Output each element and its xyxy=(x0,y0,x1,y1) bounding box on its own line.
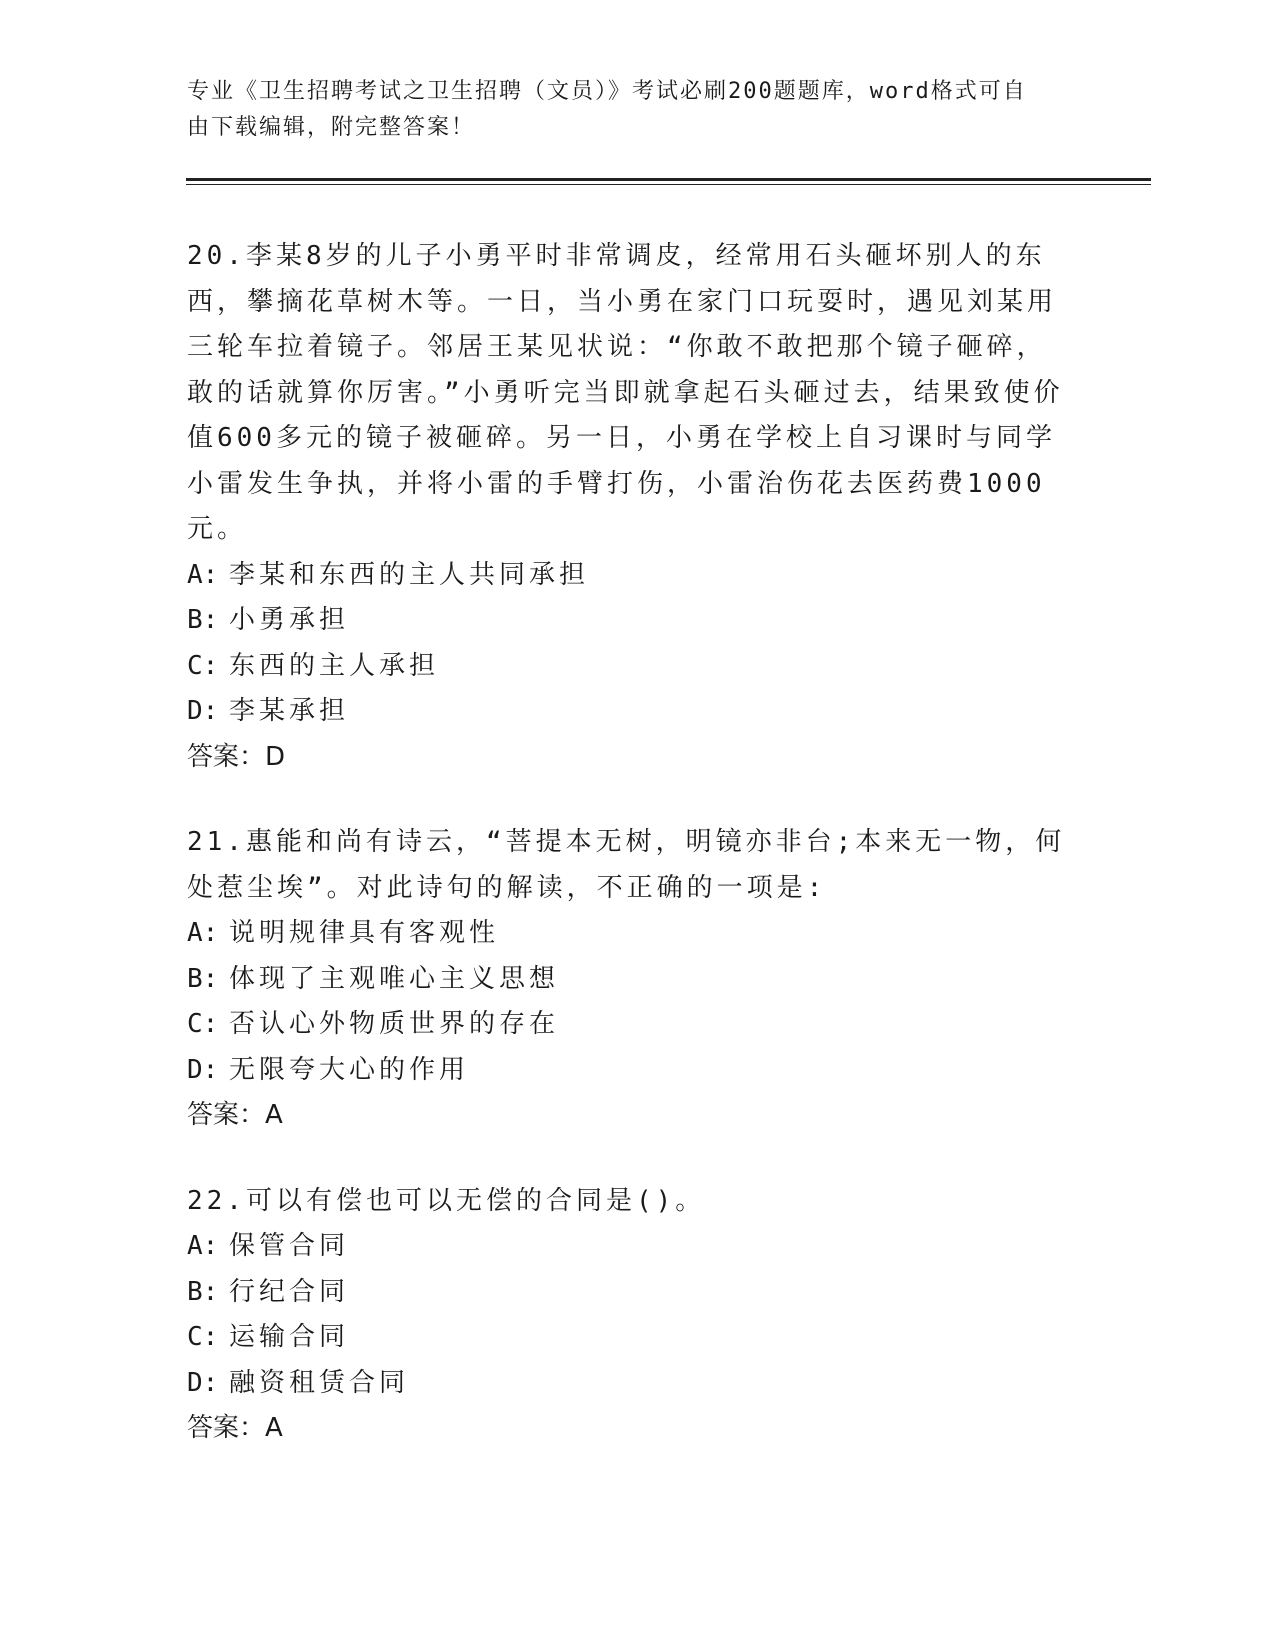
option-text: 小勇承担 xyxy=(229,605,350,635)
option-text: 运输合同 xyxy=(229,1322,350,1352)
answer-line: 答案：D xyxy=(187,741,286,772)
question-22 xyxy=(187,1179,1067,1452)
option-key: B: xyxy=(187,1276,219,1307)
header-divider-thick xyxy=(186,178,1151,181)
header-line-2: 由下载编辑，附完整答案！ xyxy=(187,115,476,140)
option-text: 融资租赁合同 xyxy=(229,1367,410,1398)
option-key: D: xyxy=(187,1367,219,1398)
option-a xyxy=(187,553,1067,599)
option-d xyxy=(187,1361,1067,1407)
answer-line: 答案：A xyxy=(187,1413,283,1443)
option-b xyxy=(187,957,1067,1003)
option-c xyxy=(187,644,1067,690)
option-text: 保管合同 xyxy=(229,1231,350,1261)
option-key: D: xyxy=(187,1054,219,1085)
option-d xyxy=(187,1048,1067,1094)
document-header xyxy=(187,74,1067,146)
option-text: 体现了主观唯心主义思想 xyxy=(229,963,560,994)
option-b xyxy=(187,1270,1067,1316)
option-text: 否认心外物质世界的存在 xyxy=(229,1009,560,1039)
option-b xyxy=(187,598,1067,644)
option-key: A: xyxy=(187,918,219,948)
option-text: 李某和东西的主人共同承担 xyxy=(229,559,590,590)
option-key: C: xyxy=(187,1009,219,1039)
header-line-1: 专业《卫生招聘考试之卫生招聘（文员）》考试必刷200题题库，word格式可自 xyxy=(187,79,1027,104)
option-key: B: xyxy=(187,605,219,635)
option-key: B: xyxy=(187,963,219,994)
option-text: 说明规律具有客观性 xyxy=(229,918,500,948)
option-text: 行纪合同 xyxy=(229,1276,350,1307)
option-c xyxy=(187,1315,1067,1361)
question-list xyxy=(187,234,1067,1492)
option-key: C: xyxy=(187,650,219,681)
option-key: A: xyxy=(187,559,219,590)
answer-line: 答案：A xyxy=(187,1100,283,1130)
option-text: 李某承担 xyxy=(229,696,350,726)
option-key: D: xyxy=(187,696,219,726)
option-text: 东西的主人承担 xyxy=(229,650,440,681)
question-21 xyxy=(187,820,1067,1139)
question-stem: 21.惠能和尚有诗云，“菩提本无树，明镜亦非台;本来无一物，何处惹尘埃”。对此诗句的解读，不正确的一项是: xyxy=(187,827,1066,903)
option-d xyxy=(187,689,1067,735)
header-divider-thin xyxy=(186,184,1151,185)
question-20 xyxy=(187,234,1067,780)
question-stem: 20.李某8岁的儿子小勇平时非常调皮，经常用石头砸坏别人的东西，攀摘花草树木等。一日，当小勇在家门口玩耍时，遇见刘某用三轮车拉着镜子。邻居王某见状说：“你敢不敢把那个镜子砸碎，敢的话就算你厉害。”小勇听完当即就拿起石头砸过去，结果致使价值600多元的镜子被砸碎。另一日，小勇在学校上自习课时与同学小雷发生争执，并将小雷的手臂打伤，小雷治伤花去医药费1000元。 xyxy=(187,241,1064,544)
option-text: 无限夸大心的作用 xyxy=(229,1054,470,1085)
question-stem: 22.可以有偿也可以无偿的合同是()。 xyxy=(187,1185,706,1216)
option-key: A: xyxy=(187,1231,219,1261)
option-a xyxy=(187,911,1067,957)
option-key: C: xyxy=(187,1322,219,1352)
option-a xyxy=(187,1224,1067,1270)
option-c xyxy=(187,1002,1067,1048)
